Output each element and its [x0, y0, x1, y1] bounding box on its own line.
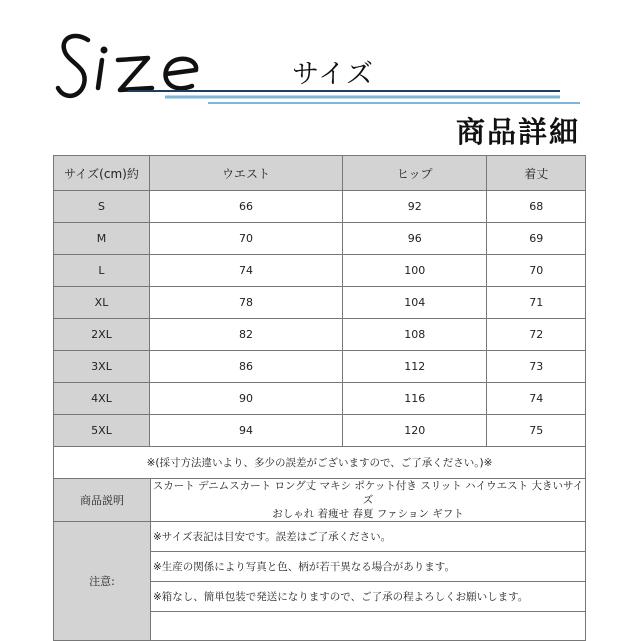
table-row [54, 319, 586, 351]
table-row [54, 223, 586, 255]
header-waist: ウエスト [150, 156, 343, 191]
page-subtitle: サイズ [292, 59, 374, 90]
hip-cell: 116 [343, 383, 487, 415]
size-cell: 4XL [54, 383, 150, 415]
description-label: 商品説明 [54, 479, 151, 522]
length-cell: 68 [487, 191, 586, 223]
hip-cell: 108 [343, 319, 487, 351]
length-cell: 70 [487, 255, 586, 287]
size-table-header [54, 156, 586, 191]
waist-cell: 74 [150, 255, 343, 287]
description-row [54, 479, 586, 522]
length-cell: 75 [487, 415, 586, 447]
decorative-stripes [0, 0, 640, 120]
length-cell: 69 [487, 223, 586, 255]
size-cell: L [54, 255, 150, 287]
waist-cell: 90 [150, 383, 343, 415]
table-row [54, 383, 586, 415]
length-cell: 74 [487, 383, 586, 415]
caution-item: ※箱なし、簡単包装で発送になりますので、ご了承の程よろしくお願いします。 [151, 582, 586, 612]
waist-cell: 78 [150, 287, 343, 319]
description-text [151, 479, 586, 522]
size-cell: S [54, 191, 150, 223]
hip-cell: 112 [343, 351, 487, 383]
table-row [54, 415, 586, 447]
hip-cell: 96 [343, 223, 487, 255]
table-row [54, 255, 586, 287]
caution-row [54, 522, 586, 552]
header-size: サイズ(cm)約 [54, 156, 150, 191]
waist-cell: 86 [150, 351, 343, 383]
caution-empty-cell [151, 612, 586, 641]
header-length: 着丈 [487, 156, 586, 191]
waist-cell: 70 [150, 223, 343, 255]
size-cell: 5XL [54, 415, 150, 447]
description-line: スカート デニムスカート ロング丈 マキシ ポケット付き スリット ハイウエスト 大きいサイズ [152, 480, 584, 506]
caution-item: ※生産の関係により写真と色、柄が若干異なる場合があります。 [151, 552, 586, 582]
size-cell: M [54, 223, 150, 255]
section-title: 商品詳細 [455, 115, 580, 149]
size-cell: 3XL [54, 351, 150, 383]
hip-cell: 104 [343, 287, 487, 319]
hip-cell: 92 [343, 191, 487, 223]
hip-cell: 120 [343, 415, 487, 447]
info-table [53, 478, 586, 641]
description-line: おしゃれ 着痩せ 春夏 ファション ギフト [272, 508, 464, 520]
length-cell: 71 [487, 287, 586, 319]
table-row [54, 287, 586, 319]
waist-cell: 94 [150, 415, 343, 447]
table-row [54, 191, 586, 223]
hip-cell: 100 [343, 255, 487, 287]
size-table [53, 155, 586, 479]
size-cell: XL [54, 287, 150, 319]
waist-cell: 66 [150, 191, 343, 223]
header-hip: ヒップ [343, 156, 487, 191]
table-row [54, 351, 586, 383]
length-cell: 72 [487, 319, 586, 351]
length-cell: 73 [487, 351, 586, 383]
caution-label: 注意: [54, 522, 151, 641]
measurement-note: ※(採寸方法違いより、多少の誤差がございますので、ご了承ください。)※ [54, 447, 586, 479]
measurement-note-row [54, 447, 586, 479]
waist-cell: 82 [150, 319, 343, 351]
size-cell: 2XL [54, 319, 150, 351]
caution-item: ※サイズ表記は目安です。誤差はご了承ください。 [151, 522, 586, 552]
